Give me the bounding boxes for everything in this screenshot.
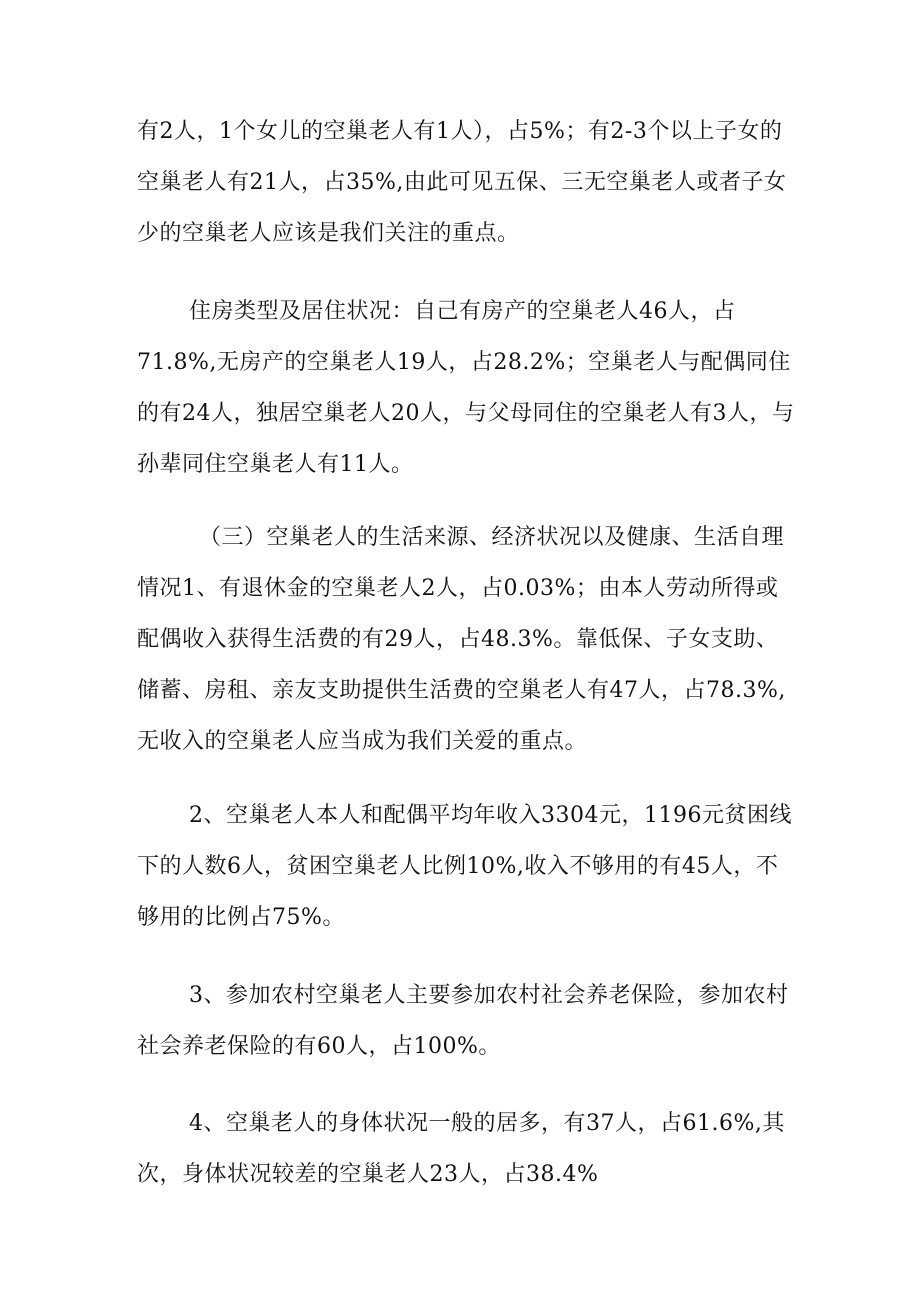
text-line: 情况1、有退休金的空巢老人2人，占0.03%；由本人劳动所得或 [137,576,779,601]
text-line: 够用的比例占75%。 [137,905,345,930]
text-line: 71.8%,无房产的空巢老人19人，占28.2%；空巢老人与配偶同住 [137,350,791,375]
text-line: 配偶收入获得生活费的有29人，占48.3%。靠低保、子女支助、 [137,627,779,652]
text-line: 少的空巢老人应该是我们关注的重点。 [137,221,520,246]
paragraph-health-status [137,1098,797,1200]
text-line: 储蓄、房租、亲友支助提供生活费的空巢老人有47人，占78.3%, [137,678,786,703]
text-line: 空巢老人有21人，占35%,由此可见五保、三无空巢老人或者子女 [137,170,787,195]
text-line: 的有24人，独居空巢老人20人，与父母同住的空巢老人有3人，与 [137,401,795,426]
paragraph-annual-income [137,790,797,943]
text-line: 无收入的空巢老人应当成为我们关爱的重点。 [137,729,588,754]
text-line: 次，身体状况较差的空巢老人23人，占38.4% [137,1162,599,1187]
paragraph-children-count [137,106,797,259]
text-line: 2、空巢老人本人和配偶平均年收入3304元，1196元贫困线 [189,803,792,828]
paragraph-pension-insurance [137,970,797,1072]
text-line: 4、空巢老人的身体状况一般的居多，有37人，占61.6%,其 [189,1111,785,1136]
text-line: 下的人数6人，贫困空巢老人比例10%,收入不够用的有45人，不 [137,854,779,879]
paragraph-housing [137,286,797,490]
text-line: 孙辈同住空巢老人有11人。 [137,452,414,477]
text-line: （三）空巢老人的生活来源、经济状况以及健康、生活自理 [199,525,785,550]
text-line: 3、参加农村空巢老人主要参加农村社会养老保险，参加农村 [189,983,789,1008]
text-line: 住房类型及居住状况：自己有房产的空巢老人46人，占 [189,299,736,324]
text-line: 有2人，1个女儿的空巢老人有1人），占5%；有2-3个以上子女的 [137,119,783,144]
paragraph-income-sources [137,512,797,767]
text-line: 社会养老保险的有60人，占100%。 [137,1034,501,1059]
